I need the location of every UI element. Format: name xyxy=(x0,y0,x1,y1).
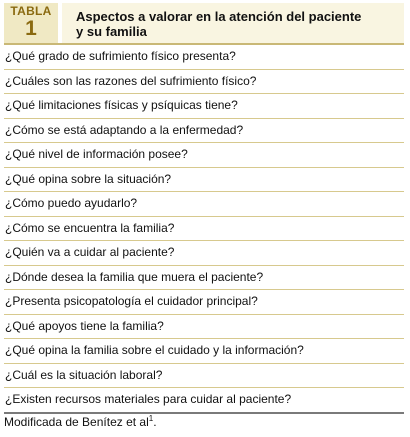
table-header xyxy=(4,3,404,43)
table-number: 1 xyxy=(25,17,37,40)
table-row: ¿Cuáles son las razones del sufrimiento físico? xyxy=(4,70,404,95)
table-row: ¿Cuál es la situación laboral? xyxy=(4,364,404,389)
footnote-text: Modificada de Benítez et al xyxy=(4,415,149,429)
table-row: ¿Quién va a cuidar al paciente? xyxy=(4,241,404,266)
footnote-reference: 1 xyxy=(148,414,154,423)
table-row: ¿Qué apoyos tiene la familia? xyxy=(4,315,404,340)
table-label-word: TABLA xyxy=(10,4,52,18)
table-row: ¿Existen recursos materiales para cuidar al paciente? xyxy=(4,388,404,414)
table-row: ¿Cómo puedo ayudarlo? xyxy=(4,192,404,217)
table-row: ¿Cómo se está adaptando a la enfermedad? xyxy=(4,119,404,144)
table-title xyxy=(58,3,404,43)
table-row: ¿Qué nivel de información posee? xyxy=(4,143,404,168)
table-footnote xyxy=(4,414,157,429)
table-row: ¿Presenta psicopatología el cuidador principal? xyxy=(4,290,404,315)
table-row: ¿Qué opina sobre la situación? xyxy=(4,168,404,193)
table-title-line-2: y su familia xyxy=(76,24,147,39)
table-body xyxy=(4,43,404,414)
table-row: ¿Qué limitaciones físicas y psíquicas tiene? xyxy=(4,94,404,119)
table-row: ¿Qué grado de sufrimiento físico presenta? xyxy=(4,45,404,70)
table-row: ¿Dónde desea la familia que muera el paciente? xyxy=(4,266,404,291)
table-title-line-1: Aspectos a valorar en la atención del paciente xyxy=(76,9,362,24)
table-1 xyxy=(4,3,404,414)
table-row: ¿Cómo se encuentra la familia? xyxy=(4,217,404,242)
table-label xyxy=(4,3,58,43)
footnote-end: . xyxy=(153,415,157,429)
table-row: ¿Qué opina la familia sobre el cuidado y la información? xyxy=(4,339,404,364)
